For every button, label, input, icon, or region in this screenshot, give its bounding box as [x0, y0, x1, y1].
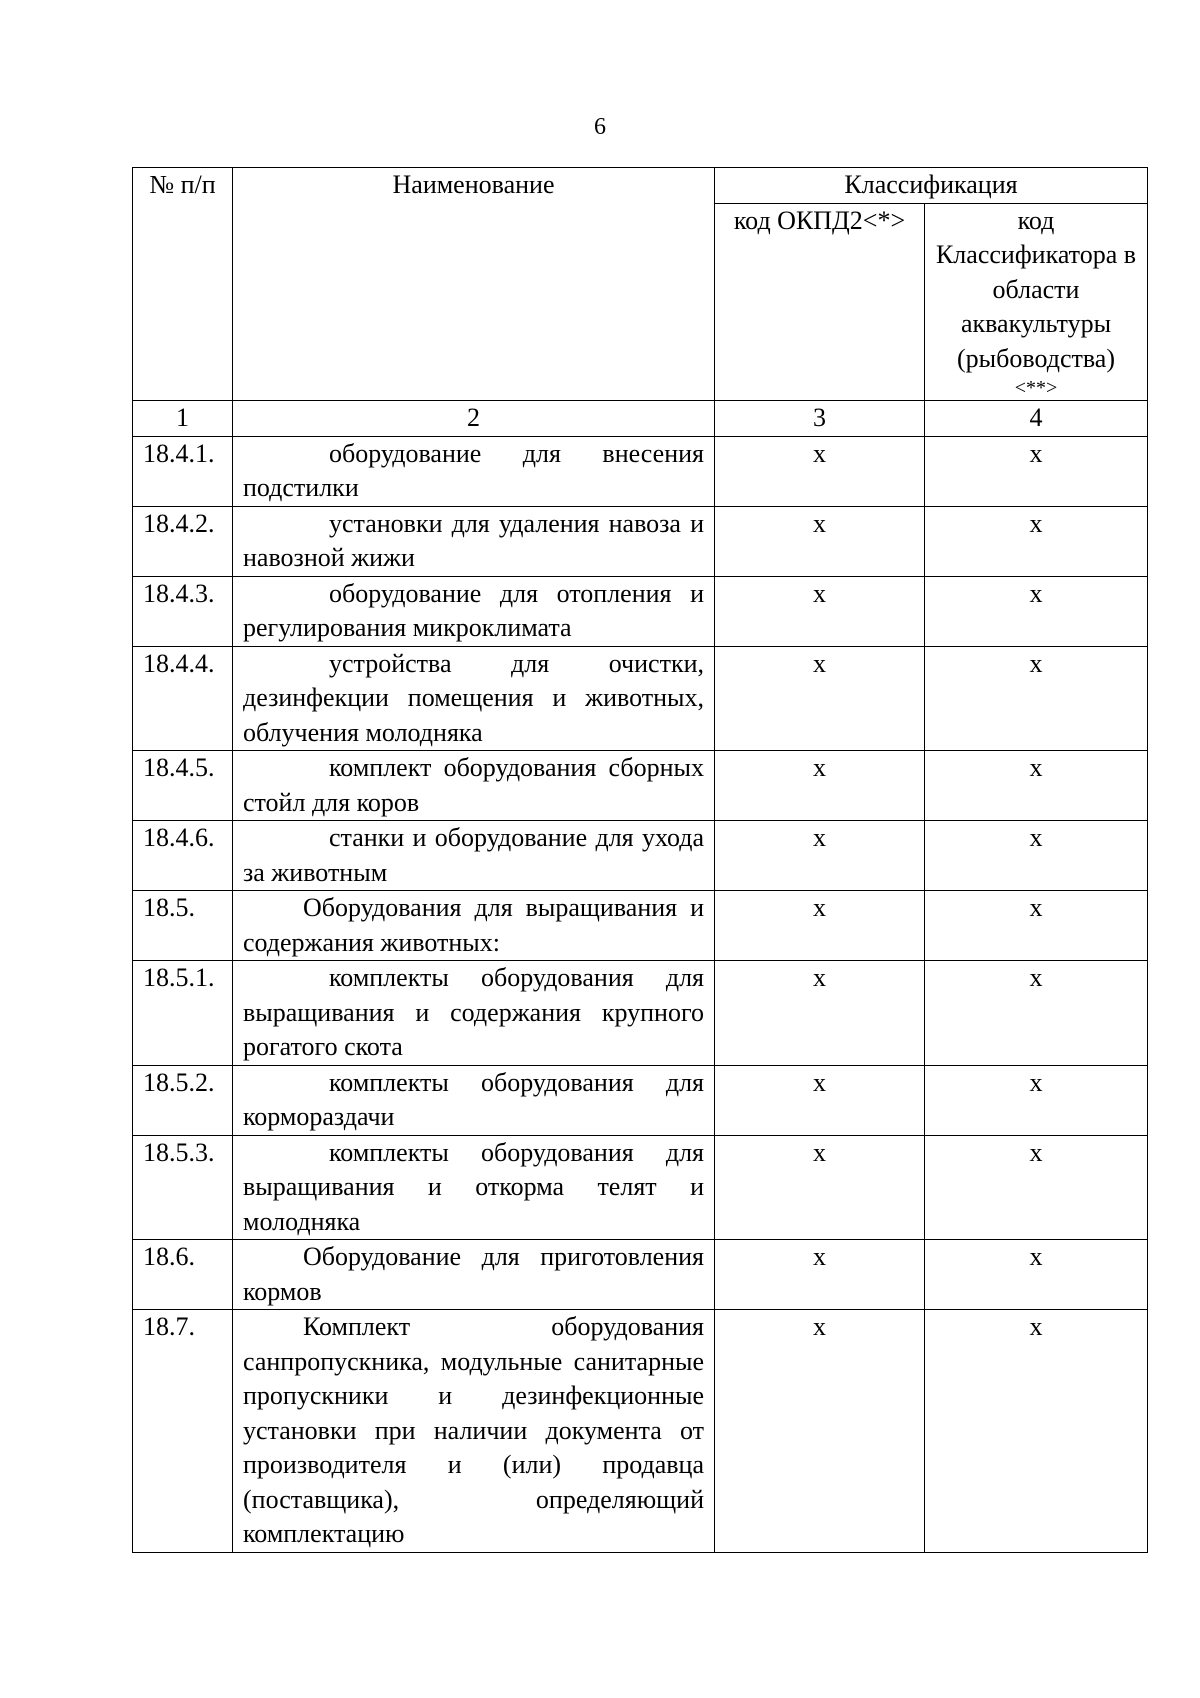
- row-name: Оборудования для выращивания и содержания животных:: [243, 893, 704, 957]
- row-okpd-code: x: [715, 506, 925, 576]
- header-okpd-label: код ОКПД2<*>: [733, 205, 906, 235]
- row-name-cell: [233, 646, 715, 751]
- row-aqua-code: x: [925, 1310, 1148, 1553]
- row-number: 18.5.2.: [133, 1065, 233, 1135]
- row-aqua-code: x: [925, 961, 1148, 1066]
- row-name: станки и оборудование для ухода за животным: [243, 823, 704, 887]
- row-number: 18.4.4.: [133, 646, 233, 751]
- column-number: 2: [233, 401, 715, 437]
- row-aqua-code: x: [925, 436, 1148, 506]
- row-number: 18.4.6.: [133, 821, 233, 891]
- row-aqua-code: x: [925, 891, 1148, 961]
- row-name-cell: [233, 576, 715, 646]
- header-aqua-note: <**>: [1014, 377, 1058, 399]
- row-okpd-code: x: [715, 961, 925, 1066]
- row-name-cell: [233, 506, 715, 576]
- table-row: [133, 961, 1148, 1066]
- row-aqua-code: x: [925, 646, 1148, 751]
- row-name-cell: [233, 961, 715, 1066]
- row-name-cell: [233, 891, 715, 961]
- row-name: комплект оборудования сборных стойл для коров: [243, 753, 704, 817]
- row-name: комплекты оборудования для кормораздачи: [243, 1067, 704, 1131]
- row-name: Оборудование для приготовления кормов: [243, 1242, 704, 1306]
- row-name-cell: [233, 436, 715, 506]
- row-okpd-code: x: [715, 891, 925, 961]
- row-number: 18.5.1.: [133, 961, 233, 1066]
- header-name-cell: [233, 168, 715, 401]
- row-name-cell: [233, 821, 715, 891]
- row-name-cell: [233, 1135, 715, 1240]
- table-row: [133, 646, 1148, 751]
- row-okpd-code: x: [715, 821, 925, 891]
- column-number: 3: [715, 401, 925, 437]
- table-row: [133, 1310, 1148, 1553]
- table-row: [133, 576, 1148, 646]
- table-row: [133, 436, 1148, 506]
- row-okpd-code: x: [715, 1240, 925, 1310]
- row-okpd-code: x: [715, 576, 925, 646]
- row-okpd-code: x: [715, 646, 925, 751]
- row-okpd-code: x: [715, 436, 925, 506]
- row-number: 18.5.3.: [133, 1135, 233, 1240]
- row-okpd-code: x: [715, 1135, 925, 1240]
- row-name: оборудование для отопления и регулирования микроклимата: [243, 578, 704, 642]
- column-number-row: [133, 401, 1148, 437]
- row-number: 18.4.5.: [133, 751, 233, 821]
- header-name-label: Наименование: [392, 170, 555, 199]
- row-okpd-code: x: [715, 751, 925, 821]
- row-name-cell: [233, 751, 715, 821]
- table-row: [133, 821, 1148, 891]
- page-number: 6: [594, 114, 606, 140]
- row-number: 18.7.: [133, 1310, 233, 1553]
- row-aqua-code: x: [925, 1135, 1148, 1240]
- row-name: комплекты оборудования для выращивания и содержания крупного рогатого скота: [243, 963, 704, 1061]
- header-aqua-label: код Классификатора в области аквакультуры (рыбоводства): [935, 205, 1137, 373]
- row-name-cell: [233, 1240, 715, 1310]
- row-name-cell: [233, 1065, 715, 1135]
- header-num-label: № п/п: [149, 170, 216, 199]
- row-name: Комплект оборудования санпропускника, модульные санитарные пропускники и дезинфекционные установки при наличии документа от производителя и (или) продавца (поставщика), определяющий комплектацию: [243, 1312, 704, 1548]
- row-aqua-code: x: [925, 576, 1148, 646]
- row-name: устройства для очистки, дезинфекции помещения и животных, облучения молодняка: [243, 648, 704, 747]
- row-name: оборудование для внесения подстилки: [243, 438, 704, 502]
- header-num-cell: [133, 168, 233, 401]
- table-row: [133, 751, 1148, 821]
- row-name: комплекты оборудования для выращивания и откорма телят и молодняка: [243, 1137, 704, 1236]
- row-number: 18.4.3.: [133, 576, 233, 646]
- row-name-cell: [233, 1310, 715, 1553]
- row-aqua-code: x: [925, 1240, 1148, 1310]
- row-aqua-code: x: [925, 1065, 1148, 1135]
- header-okpd-cell: [715, 203, 925, 401]
- row-okpd-code: x: [715, 1310, 925, 1553]
- classification-table: [132, 167, 1148, 1553]
- header-classification-label: Классификация: [844, 170, 1018, 199]
- row-okpd-code: x: [715, 1065, 925, 1135]
- row-number: 18.6.: [133, 1240, 233, 1310]
- header-aqua-cell: [925, 203, 1148, 401]
- row-aqua-code: x: [925, 821, 1148, 891]
- row-number: 18.4.1.: [133, 436, 233, 506]
- column-number: 1: [133, 401, 233, 437]
- row-number: 18.4.2.: [133, 506, 233, 576]
- table-row: [133, 1065, 1148, 1135]
- table-row: [133, 1240, 1148, 1310]
- row-aqua-code: x: [925, 506, 1148, 576]
- row-aqua-code: x: [925, 751, 1148, 821]
- table-row: [133, 1135, 1148, 1240]
- table-row: [133, 891, 1148, 961]
- table-row: [133, 506, 1148, 576]
- row-number: 18.5.: [133, 891, 233, 961]
- header-classification-cell: [715, 168, 1148, 204]
- row-name: установки для удаления навоза и навозной жижи: [243, 508, 704, 572]
- column-number: 4: [925, 401, 1148, 437]
